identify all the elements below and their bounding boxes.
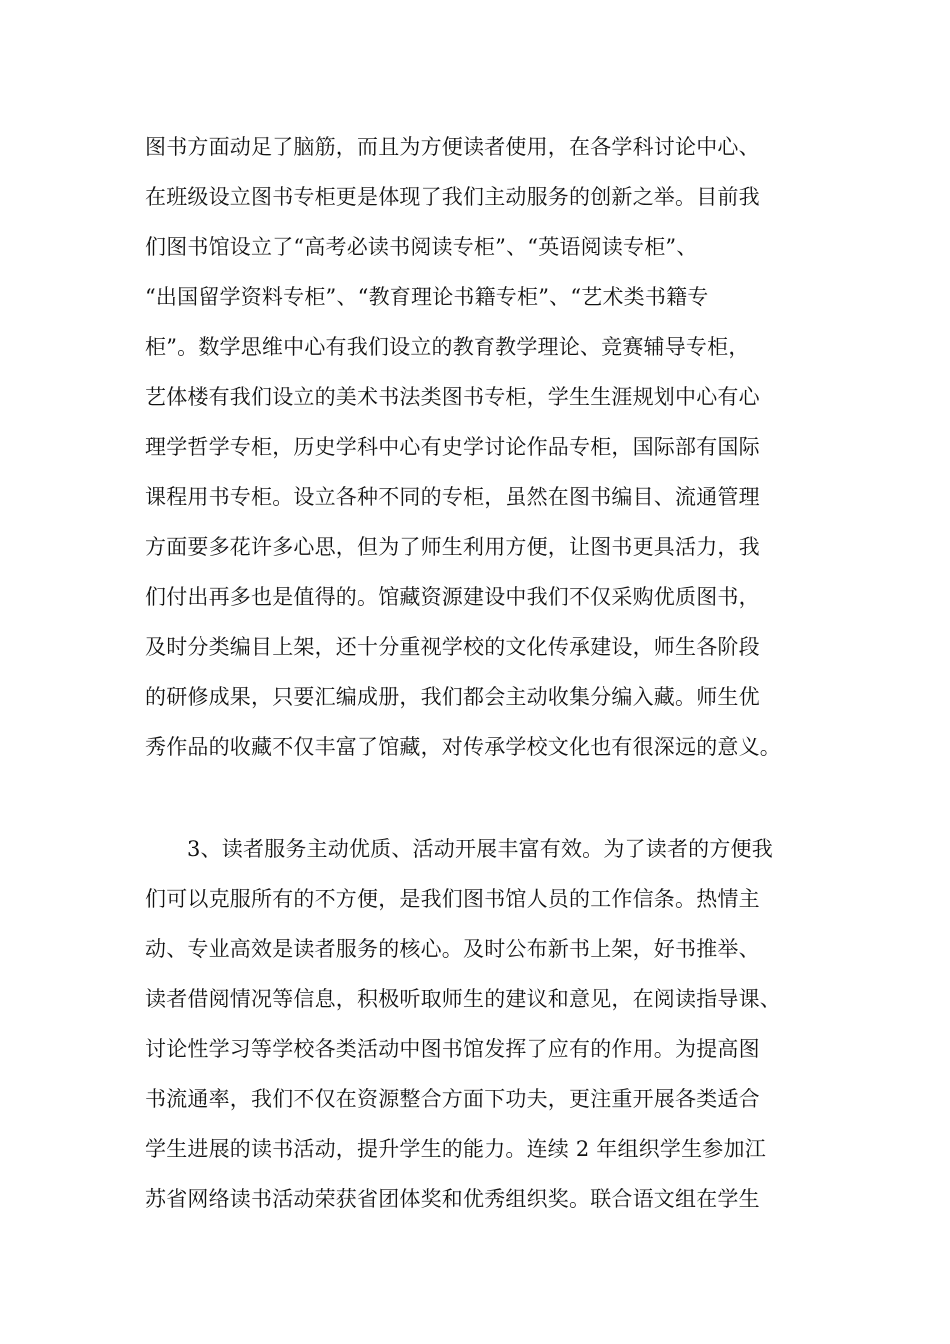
text-line: 们可以克服所有的不方便，是我们图书馆人员的工作信条。热情主 [145,887,760,911]
text-line: 理学哲学专柜，历史学科中心有史学讨论作品专柜，国际部有国际 [145,435,760,459]
text-line: 讨论性学习等学校各类活动中图书馆发挥了应有的作用。为提高图 [145,1037,760,1061]
text-line: 3、读者服务主动优质、活动开展丰富有效。为了读者的方便我 [187,837,773,861]
text-line: 课程用书专柜。设立各种不同的专柜，虽然在图书编目、流通管理 [145,485,760,509]
text-line: 艺体楼有我们设立的美术书法类图书专柜，学生生涯规划中心有心 [145,385,760,409]
text-line: “出国留学资料专柜”、“教育理论书籍专柜”、“艺术类书籍专 [145,285,709,309]
text-line: 苏省网络读书活动荣获省团体奖和优秀组织奖。联合语文组在学生 [145,1187,760,1211]
text-line: 学生进展的读书活动，提升学生的能力。连续 2 年组织学生参加江 [145,1137,766,1161]
paragraph-1 [145,122,810,772]
text-line: 图书方面动足了脑筋，而且为方便读者使用，在各学科讨论中心、 [145,135,760,159]
text-line: 书流通率，我们不仅在资源整合方面下功夫，更注重开展各类适合 [145,1087,760,1111]
paragraph-2 [145,824,810,1224]
text-line: 读者借阅情况等信息，积极听取师生的建议和意见，在阅读指导课、 [145,987,781,1011]
text-line: 柜”。数学思维中心有我们设立的教育教学理论、竞赛辅导专柜， [145,335,750,359]
text-line: 们图书馆设立了“高考必读书阅读专柜”、“英语阅读专柜”、 [145,235,698,259]
text-line: 及时分类编目上架，还十分重视学校的文化传承建设，师生各阶段 [145,635,760,659]
text-line: 动、专业高效是读者服务的核心。及时公布新书上架，好书推举、 [145,937,760,961]
text-line: 的研修成果，只要汇编成册，我们都会主动收集分编入藏。师生优 [145,685,760,709]
text-line: 在班级设立图书专柜更是体现了我们主动服务的创新之举。目前我 [145,185,760,209]
text-line: 们付出再多也是值得的。馆藏资源建设中我们不仅采购优质图书， [145,585,760,609]
text-line: 秀作品的收藏不仅丰富了馆藏，对传承学校文化也有很深远的意义。 [145,735,781,759]
text-line: 方面要多花许多心思，但为了师生利用方便，让图书更具活力，我 [145,535,760,559]
